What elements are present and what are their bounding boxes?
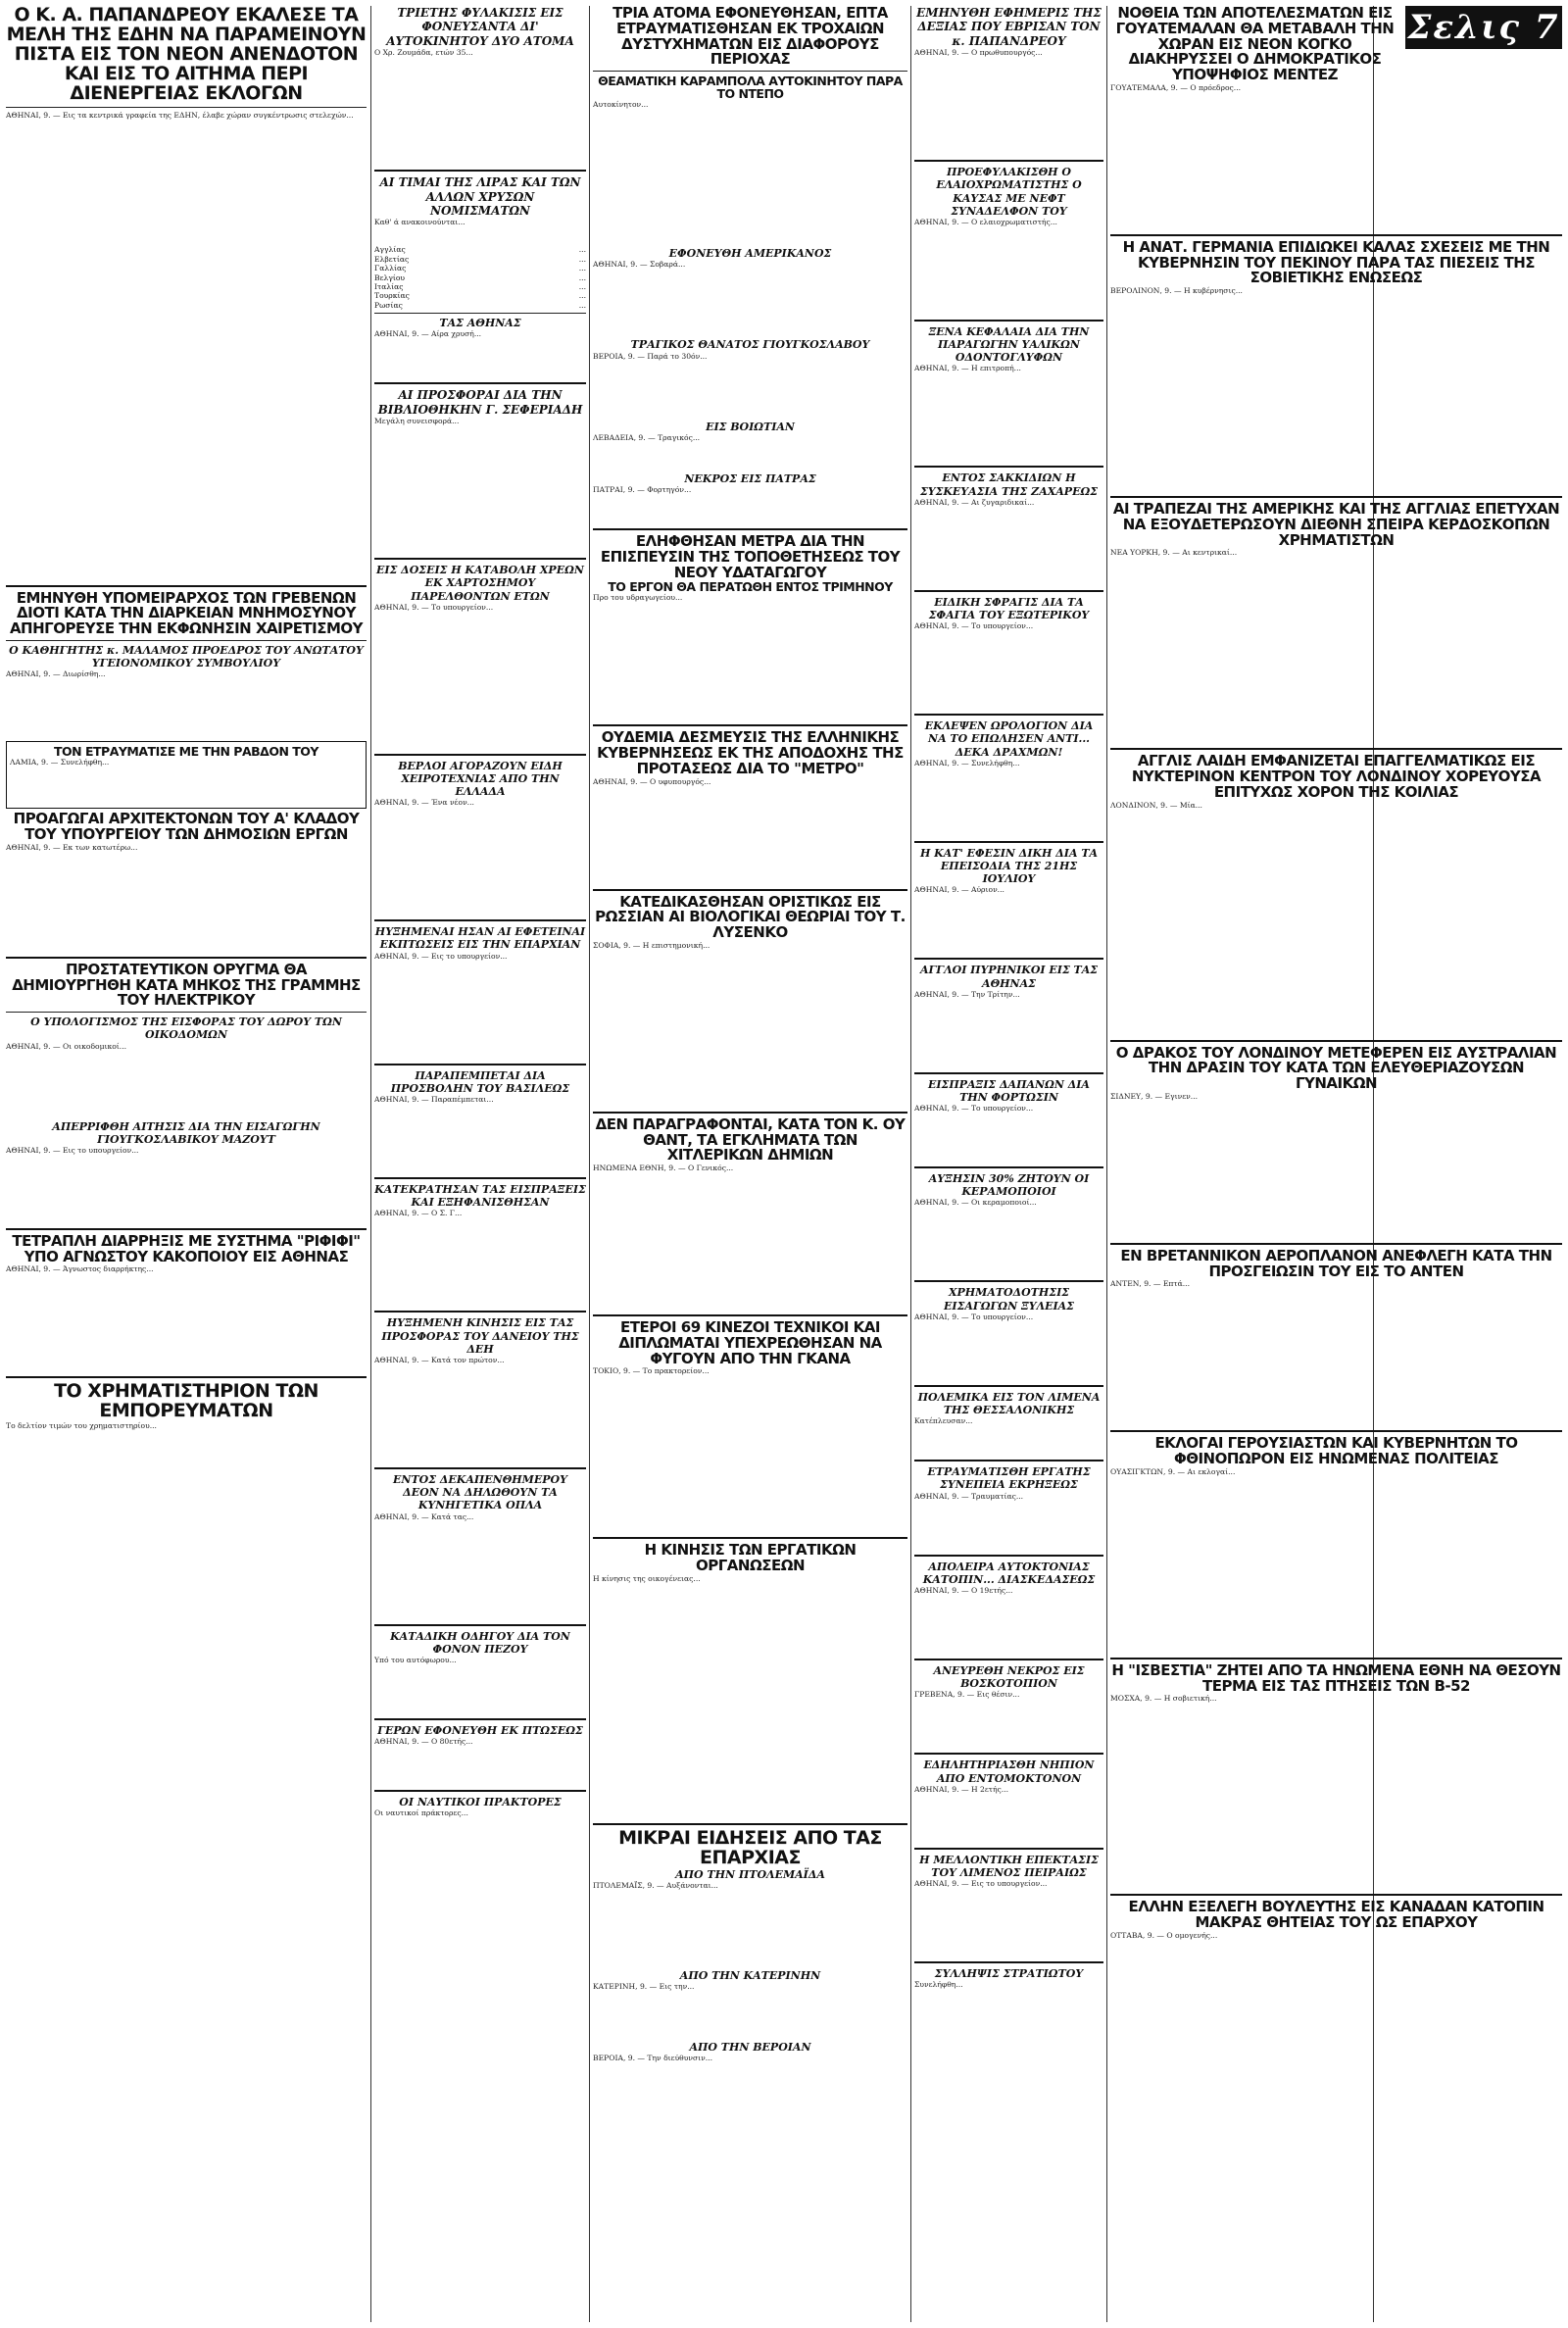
headline: ΤΟΝ ΕΤΡΑΥΜΑΤΙΣΕ ΜΕ ΤΗΝ ΡΑΒΔΟΝ ΤΟΥ (54, 744, 318, 760)
article-body: ΑΘΗΝΑΙ, 9. — Αίρα χρυσή... (374, 329, 482, 339)
article-body: Συνελήφθη... (914, 1980, 963, 1990)
subheadline: ΠΡΟΕΦΥΛΑΚΙΣΘΗ Ο ΕΛΑΙΟΧΡΩΜΑΤΙΣΤΗΣ Ο ΚΑΥΣΑΣ ΜΕ ΝΕΦΤ ΣΥΝΑΔΕΛΦΟΝ ΤΟΥ (936, 166, 1082, 218)
subheadline: ΕΦΟΝΕΥΘΗ ΑΜΕΡΙΚΑΝΟΣ (668, 247, 832, 261)
subheadline: ΓΕΡΩΝ ΕΦΟΝΕΥΘΗ ΕΚ ΠΤΩΣΕΩΣ (377, 1723, 583, 1737)
article-body: ΒΕΡΟΙΑ, 9. — Παρά το 30όν... (593, 351, 708, 361)
article-body: Αυτοκίνητον... (593, 100, 649, 110)
article-body: ΤΟΚΙΟ, 9. — Το πρακτορείον... (593, 1366, 710, 1376)
article-body: ΑΘΗΝΑΙ, 9. — Η 2ετής... (914, 1784, 1009, 1794)
article-body: ΑΘΗΝΑΙ, 9. — Κατά τας... (374, 1511, 474, 1521)
headline: ΕΤΕΡΟΙ 69 ΚΙΝΕΖΟΙ ΤΕΧΝΙΚΟΙ ΚΑΙ ΔΙΠΛΩΜΑΤΑΙ ΥΠΕΧΡΕΩΘΗΣΑΝ ΝΑ ΦΥΓΟΥΝ ΑΠΟ ΤΗΝ ΓΚΑΝΑ (618, 1318, 882, 1367)
headline: ΕΜΗΝΥΘΗ ΥΠΟΜΕΙΡΑΡΧΟΣ ΤΩΝ ΓΡΕΒΕΝΩΝ ΔΙΟΤΙ ΚΑΤΑ ΤΗΝ ΔΙΑΡΚΕΙΑΝ ΜΝΗΜΟΣΥΝΟΥ ΑΠΗΓΟΡΕΥΣΕ ΤΗΝ ΕΚΦΩΝΗΣΙΝ ΧΑΙΡΕΤΙΣΜΟΥ (9, 588, 364, 638)
subheadline: ΗΥΞΗΜΕΝΗ ΚΙΝΗΣΙΣ ΕΙΣ ΤΑΣ ΠΡΟΣΦΟΡΑΣ ΤΟΥ ΔΑΝΕΙΟΥ ΤΗΣ ΔΕΗ (381, 1316, 579, 1356)
article-body: ΑΘΗΝΑΙ, 9. — Ο Σ. Γ... (374, 1209, 463, 1218)
article-body: ΑΘΗΝΑΙ, 9. — Το υπουργείον... (914, 621, 1034, 631)
row-label: Γαλλίας (374, 264, 407, 273)
subheadline: ΒΕΡΛΟΙ ΑΓΟΡΑΖΟΥΝ ΕΙΔΗ ΧΕΙΡΟΤΕΧΝΙΑΣ ΑΠΟ ΤΗΝ ΕΛΛΑΔΑ (398, 759, 563, 799)
article-body: ΑΘΗΝΑΙ, 9. — Ένα νέον... (374, 798, 474, 808)
article-body: ΑΘΗΝΑΙ, 9. — Το υπουργείον... (914, 1104, 1034, 1114)
subheadline: ΑΠΟΛΕΙΡΑ ΑΥΤΟΚΤΟΝΙΑΣ ΚΑΤΟΠΙΝ... ΔΙΑΣΚΕΔΑΣΕΩΣ (922, 1560, 1096, 1586)
article-body: ΗΝΩΜΕΝΑ ΕΘΝΗ, 9. — Ο Γενικός... (593, 1164, 734, 1173)
table-row (374, 255, 586, 264)
article-body: ΚΑΤΕΡΙΝΗ, 9. — Εις την... (593, 1982, 695, 1992)
row-value: ... (578, 245, 586, 255)
column-divider (910, 6, 911, 2322)
table-row (374, 264, 586, 272)
article-body: ΣΟΦΙΑ, 9. — Η επιστημονική... (593, 940, 710, 950)
headline: ΑΙ ΤΡΑΠΕΖΑΙ ΤΗΣ ΑΜΕΡΙΚΗΣ ΚΑΙ ΤΗΣ ΑΓΓΛΙΑΣ ΕΠΕΤΥΧΑΝ ΝΑ ΕΞΟΥΔΕΤΕΡΩΣΟΥΝ ΔΙΕΘΝΗ ΣΠΕΙΡΑ ΚΕΡΔΟΣΚΟΠΩΝ ΧΡΗΜΑΤΙΣΤΩΝ (1112, 500, 1560, 549)
subheadline: ΕΔΗΛΗΤΗΡΙΑΣΘΗ ΝΗΠΙΟΝ ΑΠΟ ΕΝΤΟΜΟΚΤΟΝΟΝ (923, 1758, 1095, 1785)
article-body: ΒΕΡΟΙΑ, 9. — Την διεύθυνσιν... (593, 2054, 713, 2063)
subheadline: ΟΙ ΝΑΥΤΙΚΟΙ ΠΡΑΚΤΟΡΕΣ (399, 1796, 562, 1809)
row-label: Αγγλίας (374, 245, 406, 255)
article-body: ΑΘΗΝΑΙ, 9. — Σοβαρά... (593, 260, 686, 270)
subheadline: Η ΚΑΤ' ΕΦΕΣΙΝ ΔΙΚΗ ΔΙΑ ΤΑ ΕΠΕΙΣΟΔΙΑ ΤΗΣ 21ΗΣ ΙΟΥΛΙΟΥ (919, 846, 1099, 886)
table-row (374, 291, 586, 300)
newspaper-page (6, 6, 1562, 2322)
row-value: ... (578, 272, 586, 282)
headline: Η ΚΙΝΗΣΙΣ ΤΩΝ ΕΡΓΑΤΙΚΩΝ ΟΡΓΑΝΩΣΕΩΝ (644, 1541, 857, 1575)
article-body: Μεγάλη συνεισφορά... (374, 417, 460, 426)
article-body: ΑΘΗΝΑΙ, 9. — Διωρίσθη... (6, 669, 106, 679)
subheadline: ΕΙΣΠΡΑΞΙΣ ΔΑΠΑΝΩΝ ΔΙΑ ΤΗΝ ΦΟΡΤΩΣΙΝ (928, 1077, 1090, 1104)
article-body: ΑΘΗΝΑΙ, 9. — Ο 80ετής... (374, 1737, 473, 1747)
table-row (374, 301, 586, 310)
headline: Η ΑΝΑΤ. ΓΕΡΜΑΝΙΑ ΕΠΙΔΙΩΚΕΙ ΚΑΛΑΣ ΣΧΕΣΕΙΣ ΜΕ ΤΗΝ ΚΥΒΕΡΝΗΣΙΝ ΤΟΥ ΠΕΚΙΝΟΥ ΠΑΡΑ ΤΑΣ ΠΙΕΣΕΙΣ ΤΗΣ ΣΟΒΙΕΤΙΚΗΣ ΕΝΩΣΕΩΣ (1122, 237, 1550, 287)
article-body: ΑΘΗΝΑΙ, 9. — Άγνωστος διαρρήκτης... (6, 1264, 154, 1274)
subheadline: ΑΠΕΡΡΙΦΘΗ ΑΙΤΗΣΙΣ ΔΙΑ ΤΗΝ ΕΙΣΑΓΩΓΗΝ ΓΙΟΥΓΚΟΣΛΑΒΙΚΟΥ ΜΑΖΟΥΤ (52, 1119, 320, 1146)
article-body: ΑΘΗΝΑΙ, 9. — Το υπουργείον... (374, 602, 494, 612)
article-body: ΝΕΑ ΥΟΡΚΗ, 9. — Αι κεντρικαί... (1110, 548, 1238, 558)
table-row (374, 282, 586, 291)
article-body: ΑΘΗΝΑΙ, 9. — Τραυματίας... (914, 1491, 1024, 1501)
row-label: Τουρκίας (374, 291, 410, 301)
row-label: Ιταλίας (374, 281, 404, 291)
headline: ΤΡΙΑ ΑΤΟΜΑ ΕΦΟΝΕΥΘΗΣΑΝ, ΕΠΤΑ ΕΤΡΑΥΜΑΤΙΣΘΗΣΑΝ ΕΚ ΤΡΟΧΑΙΩΝ ΔΥΣΤΥΧΗΜΑΤΩΝ ΕΙΣ ΔΙΑΦΟΡΟΥΣ ΠΕΡΙΟΧΑΣ (612, 6, 888, 69)
column-2 (374, 6, 586, 2322)
column-divider (589, 6, 590, 2322)
row-value: ... (578, 300, 586, 310)
article-body: ΑΝΤΕΝ, 9. — Επτά... (1110, 1279, 1190, 1289)
column-3 (593, 6, 907, 2322)
headline: ΤΟ ΧΡΗΜΑΤΙΣΤΗΡΙΟΝ ΤΩΝ ΕΜΠΟΡΕΥΜΑΤΩΝ (54, 1380, 318, 1422)
headline: ΟΥΔΕΜΙΑ ΔΕΣΜΕΥΣΙΣ ΤΗΣ ΕΛΛΗΝΙΚΗΣ ΚΥΒΕΡΝΗΣΕΩΣ ΕΚ ΤΗΣ ΑΠΟΔΟΧΗΣ ΤΗΣ ΠΡΟΤΑΣΕΩΣ ΔΙΑ ΤΟ "ΜΕΤΡΟ" (597, 728, 904, 777)
row-label: Βελγίου (374, 272, 406, 282)
headline: ΕΛΛΗΝ ΕΞΕΛΕΓΗ ΒΟΥΛΕΥΤΗΣ ΕΙΣ ΚΑΝΑΔΑΝ ΚΑΤΟΠΙΝ ΜΑΚΡΑΣ ΘΗΤΕΙΑΣ ΤΟΥ ΩΣ ΕΠΑΡΧΟΥ (1128, 1898, 1544, 1931)
column-5-6 (1110, 6, 1562, 2322)
article-body: ΑΘΗΝΑΙ, 9. — Εκ των κατωτέρω... (6, 842, 138, 852)
subheadline: ΑΙ ΤΙΜΑΙ ΤΗΣ ΛΙΡΑΣ ΚΑΙ ΤΩΝ ΑΛΛΩΝ ΧΡΥΣΩΝ ΝΟΜΙΣΜΑΤΩΝ (379, 175, 581, 218)
subheadline: Ο ΚΑΘΗΓΗΤΗΣ κ. ΜΑΛΑΜΟΣ ΠΡΟΕΔΡΟΣ ΤΟΥ ΑΝΩΤΑΤΟΥ ΥΓΕΙΟΝΟΜΙΚΟΥ ΣΥΜΒΟΥΛΙΟΥ (9, 643, 364, 670)
article-body: ΑΘΗΝΑΙ, 9. — Ο πρωθυπουργός... (914, 48, 1043, 58)
subheadline: Ο ΥΠΟΛΟΓΙΣΜΟΣ ΤΗΣ ΕΙΣΦΟΡΑΣ ΤΟΥ ΔΩΡΟΥ ΤΩΝ ΟΙΚΟΔΟΜΩΝ (30, 1015, 342, 1042)
article-body: ΑΘΗΝΑΙ, 9. — Εις το υπουργείον... (374, 951, 508, 961)
subheadline: ΑΙ ΠΡΟΣΦΟΡΑΙ ΔΙΑ ΤΗΝ ΒΙΒΛΙΟΘΗΚΗΝ Γ. ΣΕΦΕΡΙΑΔΗ (377, 388, 583, 417)
article-body: ΑΘΗΝΑΙ, 9. — Εις τα κεντρικά γραφεία της ΕΔΗΝ, έλαβε χώραν συγκέντρωσις στελεχών... (6, 110, 354, 120)
subheadline: ΕΚΛΕΨΕΝ ΩΡΟΛΟΓΙΟΝ ΔΙΑ ΝΑ ΤΟ ΕΠΩΛΗΣΕΝ ΑΝΤΙ... ΔΕΚΑ ΔΡΑΧΜΩΝ! (924, 719, 1094, 759)
headline: ΚΑΤΕΔΙΚΑΣΘΗΣΑΝ ΟΡΙΣΤΙΚΩΣ ΕΙΣ ΡΩΣΣΙΑΝ ΑΙ ΒΙΟΛΟΓΙΚΑΙ ΘΕΩΡΙΑΙ ΤΟΥ Τ. ΛΥΣΕΝΚΟ (595, 892, 906, 942)
article-body: Ο Χρ. Ζουμάδα, ετών 35... (374, 48, 473, 58)
row-value: ... (578, 281, 586, 291)
article-body: Υπό του αυτόφωρου... (374, 1655, 457, 1664)
article-body: ΠΑΤΡΑΙ, 9. — Φορτηγόν... (593, 485, 692, 494)
headline: ΜΙΚΡΑΙ ΕΙΔΗΣΕΙΣ ΑΠΟ ΤΑΣ ΕΠΑΡΧΙΑΣ (618, 1826, 882, 1868)
column-divider (1106, 6, 1107, 2322)
article-body: ΑΘΗΝΑΙ, 9. — Αι ζυγαριδικαί... (914, 497, 1035, 507)
headline: ΝΟΘΕΙΑ ΤΩΝ ΑΠΟΤΕΛΕΣΜΑΤΩΝ ΕΙΣ ΓΟΥΑΤΕΜΑΛΑΝ ΘΑ ΜΕΤΑΒΑΛΗ ΤΗΝ ΧΩΡΑΝ ΕΙΣ ΝΕΟΝ ΚΟΓΚΟ ΔΙΑΚΗΡΥΣΣΕΙ Ο ΔΗΜΟΚΡΑΤΙΚΟΣ ΥΠΟΨΗΦΙΟΣ ΜΕΝΤΕΖ (1115, 6, 1395, 83)
column-4 (914, 6, 1103, 2322)
article-body: ΑΘΗΝΑΙ, 9. — Η επιτροπή... (914, 364, 1021, 373)
subheadline: ΣΥΛΛΗΨΙΣ ΣΤΡΑΤΙΩΤΟΥ (934, 1967, 1084, 1981)
subheadline: ΠΑΡΑΠΕΜΠΕΤΑΙ ΔΙΑ ΠΡΟΣΒΟΛΗΝ ΤΟΥ ΒΑΣΙΛΕΩΣ (390, 1068, 570, 1095)
article-body: ΑΘΗΝΑΙ, 9. — Οι κεραμοποιοί... (914, 1198, 1037, 1208)
headline: ΕΛΗΦΘΗΣΑΝ ΜΕΤΡΑ ΔΙΑ ΤΗΝ ΕΠΙΣΠΕΥΣΙΝ ΤΗΣ ΤΟΠΟΘΕΤΗΣΕΩΣ ΤΟΥ ΝΕΟΥ ΥΔΑΤΑΓΩΓΟΥ (600, 532, 901, 581)
subheadline: ΤΡΙΕΤΗΣ ΦΥΛΑΚΙΣΙΣ ΕΙΣ ΦΟΝΕΥΣΑΝΤΑ ΔΙ' ΑΥΤΟΚΙΝΗΤΟΥ ΔΥΟ ΑΤΟΜΑ (386, 6, 574, 48)
article-body: ΣΙΔΝΕΥ, 9. — Εγινεν... (1110, 1091, 1199, 1101)
article-body: Προ του υδραγωγείου... (593, 593, 683, 603)
subheadline: ΕΝΤΟΣ ΣΑΚΚΙΔΙΩΝ Η ΣΥΣΚΕΥΑΣΙΑ ΤΗΣ ΖΑΧΑΡΕΩΣ (919, 471, 1099, 498)
article-body: ΑΘΗΝΑΙ, 9. — Συνελήφθη... (914, 758, 1020, 768)
article-body: ΑΘΗΝΑΙ, 9. — Εις το υπουργείον... (6, 1145, 139, 1155)
article-body: ΟΥΑΣΙΓΚΤΩΝ, 9. — Αι εκλογαί... (1110, 1466, 1236, 1476)
subheadline: ΚΑΤΑΔΙΚΗ ΟΔΗΓΟΥ ΔΙΑ ΤΟΝ ΦΟΝΟΝ ΠΕΖΟΥ (390, 1629, 570, 1656)
subheadline: ΗΥΞΗΜΕΝΑΙ ΗΣΑΝ ΑΙ ΕΦΕΤΕΙΝΑΙ ΕΚΠΤΩΣΕΙΣ ΕΙΣ ΤΗΝ ΕΠΑΡΧΙΑΝ (374, 925, 586, 952)
headline: ΔΕΝ ΠΑΡΑΓΡΑΦΟΝΤΑΙ, ΚΑΤΑ ΤΟΝ Κ. ΟΥ ΘΑΝΤ, ΤΑ ΕΓΚΛΗΜΑΤΑ ΤΩΝ ΧΙΤΛΕΡΙΚΩΝ ΔΗΜΙΩΝ (595, 1114, 906, 1164)
subheadline: ΑΠΟ ΤΗΝ ΠΤΟΛΕΜΑΪΔΑ (675, 1867, 825, 1881)
column-divider (370, 6, 371, 2322)
article-body: ΟΤΤΑΒΑ, 9. — Ο ομογενής... (1110, 1930, 1218, 1940)
article-body: ΑΘΗΝΑΙ, 9. — Ο υφυπουργός... (593, 776, 711, 786)
subheadline: ΕΙΣ ΒΟΙΩΤΙΑΝ (706, 420, 795, 433)
headline: ΕΚΛΟΓΑΙ ΓΕΡΟΥΣΙΑΣΤΩΝ ΚΑΙ ΚΥΒΕΡΝΗΤΩΝ ΤΟ ΦΘΙΝΟΠΩΡΟΝ ΕΙΣ ΗΝΩΜΕΝΑΣ ΠΟΛΙΤΕΙΑΣ (1154, 1434, 1518, 1467)
subheadline: ΑΝΕΥΡΕΘΗ ΝΕΚΡΟΣ ΕΙΣ ΒΟΣΚΟΤΟΠΙΟΝ (933, 1663, 1085, 1691)
subheadline: ΑΠΟ ΤΗΝ ΚΑΤΕΡΙΝΗΝ (679, 1968, 821, 1982)
row-label: Ελβετίας (374, 254, 410, 264)
article-body: ΛΕΒΑΔΕΙΑ, 9. — Τραγικός... (593, 432, 701, 442)
subheadline: ΕΙΣ ΔΟΣΕΙΣ Η ΚΑΤΑΒΟΛΗ ΧΡΕΩΝ ΕΚ ΧΑΡΤΟΣΗΜΟΥ ΠΑΡΕΛΘΟΝΤΩΝ ΕΤΩΝ (376, 564, 584, 603)
article-body: ΒΕΡΟΛΙΝΟΝ, 9. — Η κυβέρνησις... (1110, 286, 1243, 295)
article-body: ΑΘΗΝΑΙ, 9. — Αύριον... (914, 885, 1004, 895)
subheadline: ΑΠΟ ΤΗΝ ΒΕΡΟΙΑΝ (689, 2041, 811, 2055)
subheadline: ΞΕΝΑ ΚΕΦΑΛΑΙΑ ΔΙΑ ΤΗΝ ΠΑΡΑΓΩΓΗΝ ΥΑΛΙΚΩΝ ΟΔΟΝΤΟΓΛΥΦΩΝ (928, 324, 1090, 365)
row-value: ... (578, 254, 586, 264)
headline: ΑΓΓΛΙΣ ΛΑΙΔΗ ΕΜΦΑΝΙΖΕΤΑΙ ΕΠΑΓΓΕΛΜΑΤΙΚΩΣ ΕΙΣ ΝΥΚΤΕΡΙΝΟΝ ΚΕΝΤΡΟΝ ΤΟΥ ΛΟΝΔΙΝΟΥ ΧΟΡΕΥΟΥΣΑ ΕΠΙΤΥΧΩΣ ΧΟΡΟΝ ΤΗΣ ΚΟΙΛΙΑΣ (1131, 752, 1542, 801)
subheadline: ΧΡΗΜΑΤΟΔΟΤΗΣΙΣ ΕΙΣΑΓΩΓΩΝ ΞΥΛΕΙΑΣ (944, 1286, 1074, 1313)
headline: ΠΡΟΑΓΩΓΑΙ ΑΡΧΙΤΕΚΤΟΝΩΝ ΤΟΥ Α' ΚΛΑΔΟΥ ΤΟΥ ΥΠΟΥΡΓΕΙΟΥ ΤΩΝ ΔΗΜΟΣΙΩΝ ΕΡΓΩΝ (13, 810, 360, 844)
subheadline: Η ΜΕΛΛΟΝΤΙΚΗ ΕΠΕΚΤΑΣΙΣ ΤΟΥ ΛΙΜΕΝΟΣ ΠΕΙΡΑΙΩΣ (919, 1853, 1099, 1879)
article-body: ΑΘΗΝΑΙ, 9. — Εις το υπουργείον... (914, 1879, 1048, 1889)
table-row (374, 273, 586, 282)
row-value: ... (578, 264, 586, 273)
headline: ΠΡΟΣΤΑΤΕΥΤΙΚΟΝ ΟΡΥΓΜΑ ΘΑ ΔΗΜΙΟΥΡΓΗΘΗ ΚΑΤΑ ΜΗΚΟΣ ΤΗΣ ΓΡΑΜΜΗΣ ΤΟΥ ΗΛΕΚΤΡΙΚΟΥ (12, 960, 361, 1010)
article-body: ΜΟΣΧΑ, 9. — Η σοβιετική... (1110, 1694, 1217, 1704)
article-body: ΑΘΗΝΑΙ, 9. — Ο ελαιοχρωματιστής... (914, 217, 1057, 226)
column-1 (6, 6, 367, 2322)
subheadline: ΚΑΤΕΚΡΑΤΗΣΑΝ ΤΑΣ ΕΙΣΠΡΑΞΕΙΣ ΚΑΙ ΕΞΗΦΑΝΙΣΘΗΣΑΝ (374, 1183, 586, 1210)
subheadline: ΑΥΞΗΣΙΝ 30% ΖΗΤΟΥΝ ΟΙ ΚΕΡΑΜΟΠΟΙΟΙ (928, 1172, 1090, 1199)
headline: Ο ΔΡΑΚΟΣ ΤΟΥ ΛΟΝΔΙΝΟΥ ΜΕΤΕΦΕΡΕΝ ΕΙΣ ΑΥΣΤΡΑΛΙΑΝ ΤΗΝ ΔΡΑΣΙΝ ΤΟΥ ΚΑΤΑ ΤΩΝ ΕΛΕΥΘΕΡΙΑΖΟΥΣΩΝ ΓΥΝΑΙΚΩΝ (1115, 1043, 1557, 1092)
subheadline: ΕΙΔΙΚΗ ΣΦΡΑΓΙΣ ΔΙΑ ΤΑ ΣΦΑΓΙΑ ΤΟΥ ΕΞΩΤΕΡΙΚΟΥ (928, 595, 1090, 622)
article-body: Η κίνησις της οικογένειας... (593, 1573, 701, 1583)
article-body: Καθ' ά ανακοινούνται... (374, 218, 466, 227)
subheadline: ΑΓΓΛΟΙ ΠΥΡΗΝΙΚΟΙ ΕΙΣ ΤΑΣ ΑΘΗΝΑΣ (919, 964, 1099, 990)
article-body: ΑΘΗΝΑΙ, 9. — Οι οικοδομικοί... (6, 1041, 127, 1051)
article-body: ΛΑΜΙΑ, 9. — Συνελήφθη... (10, 758, 110, 768)
headline: ΕΝ ΒΡΕΤΑΝΝΙΚΟΝ ΑΕΡΟΠΛΑΝΟΝ ΑΝΕΦΛΕΓΗ ΚΑΤΑ ΤΗΝ ΠΡΟΣΓΕΙΩΣΙΝ ΤΟΥ ΕΙΣ ΤΟ ΑΝΤΕΝ (1120, 1246, 1552, 1280)
headline: ΤΕΤΡΑΠΛΗ ΔΙΑΡΡΗΞΙΣ ΜΕ ΣΥΣΤΗΜΑ "ΡΙΦΙΦΙ" ΥΠΟ ΑΓΝΩΣΤΟΥ ΚΑΚΟΠΟΙΟΥ ΕΙΣ ΑΘΗΝΑΣ (12, 1231, 361, 1265)
article-body: ΓΟΥΑΤΕΜΑΛΑ, 9. — Ο πρόεδρος... (1110, 82, 1242, 92)
article-body: ΑΘΗΝΑΙ, 9. — Κατά τον πρώτον... (374, 1355, 505, 1364)
article-body: ΑΘΗΝΑΙ, 9. — Παραπέμπεται... (374, 1095, 494, 1105)
headline: Ο Κ. Α. ΠΑΠΑΝΔΡΕΟΥ ΕΚΑΛΕΣΕ ΤΑ ΜΕΛΗ ΤΗΣ ΕΔΗΝ ΝΑ ΠΑΡΑΜΕΙΝΟΥΝ ΠΙΣΤΑ ΕΙΣ ΤΟΝ ΝΕΟΝ ΑΝΕΝΔΟΤΟΝ ΚΑΙ ΕΙΣ ΤΟ ΑΙΤΗΜΑ ΠΕΡΙ ΔΙΕΝΕΡΓΕΙΑΣ ΕΚΛΟΓΩΝ (6, 6, 367, 104)
gold-prices-table (374, 245, 586, 310)
article-body: ΑΘΗΝΑΙ, 9. — Ο 19ετής... (914, 1585, 1013, 1595)
article-body: ΑΘΗΝΑΙ, 9. — Την Τρίτην... (914, 989, 1020, 999)
row-value: ... (578, 291, 586, 301)
lead-headline-box (1110, 6, 1399, 83)
row-label: Ρωσίας (374, 300, 403, 310)
article-body: Κατέπλευσαν... (914, 1416, 973, 1426)
table-row (374, 245, 586, 254)
subheadline: ΤΡΑΓΙΚΟΣ ΘΑΝΑΤΟΣ ΓΙΟΥΓΚΟΣΛΑΒΟΥ (630, 338, 870, 352)
article-body: ΓΡΕΒΕΝΑ, 9. — Εις θέσιν... (914, 1690, 1020, 1700)
page-logo: Σελις 7 (1405, 6, 1562, 49)
subheadline: ΕΤΡΑΥΜΑΤΙΣΘΗ ΕΡΓΑΤΗΣ ΣΥΝΕΠΕΙΑ ΕΚΡΗΞΕΩΣ (927, 1465, 1091, 1492)
article-body: Οι ναυτικοί πράκτορες... (374, 1808, 468, 1818)
subheadline: ΠΟΛΕΜΙΚΑ ΕΙΣ ΤΟΝ ΛΙΜΕΝΑ ΤΗΣ ΘΕΣΣΑΛΟΝΙΚΗΣ (917, 1390, 1101, 1417)
headline: ΤΟ ΕΡΓΟΝ ΘΑ ΠΕΡΑΤΩΘΗ ΕΝΤΟΣ ΤΡΙΜΗΝΟΥ (608, 579, 893, 595)
headline: ΘΕΑΜΑΤΙΚΗ ΚΑΡΑΜΠΟΛΑ ΑΥΤΟΚΙΝΗΤΟΥ ΠΑΡΑ ΤΟ ΝΤΕΠΟ (598, 74, 903, 102)
article-body: ΛΟΝΔΙΝΟΝ, 9. — Μία... (1110, 800, 1202, 810)
headline: Η "ΙΣΒΕΣΤΙΑ" ΖΗΤΕΙ ΑΠΟ ΤΑ ΗΝΩΜΕΝΑ ΕΘΝΗ ΝΑ ΘΕΣΟΥΝ ΤΕΡΜΑ ΕΙΣ ΤΑΣ ΠΤΗΣΕΙΣ ΤΩΝ Β-52 (1111, 1660, 1561, 1695)
subheadline: ΤΑΣ ΑΘΗΝΑΣ (439, 317, 521, 330)
subheadline: ΝΕΚΡΟΣ ΕΙΣ ΠΑΤΡΑΣ (684, 471, 816, 485)
article-body: ΑΘΗΝΑΙ, 9. — Το υπουργείον... (914, 1312, 1034, 1321)
article-body: Το δελτίον τιμών του χρηματιστηρίου... (6, 1421, 157, 1431)
subheadline: ΕΜΗΝΥΘΗ ΕΦΗΜΕΡΙΣ ΤΗΣ ΔΕΞΙΑΣ ΠΟΥ ΕΒΡΙΣΑΝ ΤΟΝ κ. ΠΑΠΑΝΔΡΕΟΥ (916, 6, 1102, 48)
article-body: ΠΤΟΛΕΜΑΪΣ, 9. — Αυξάνονται... (593, 1880, 718, 1890)
subheadline: ΕΝΤΟΣ ΔΕΚΑΠΕΝΘΗΜΕΡΟΥ ΔΕΟΝ ΝΑ ΔΗΛΩΘΟΥΝ ΤΑ ΚΥΝΗΓΕΤΙΚΑ ΟΠΛΑ (393, 1472, 567, 1512)
